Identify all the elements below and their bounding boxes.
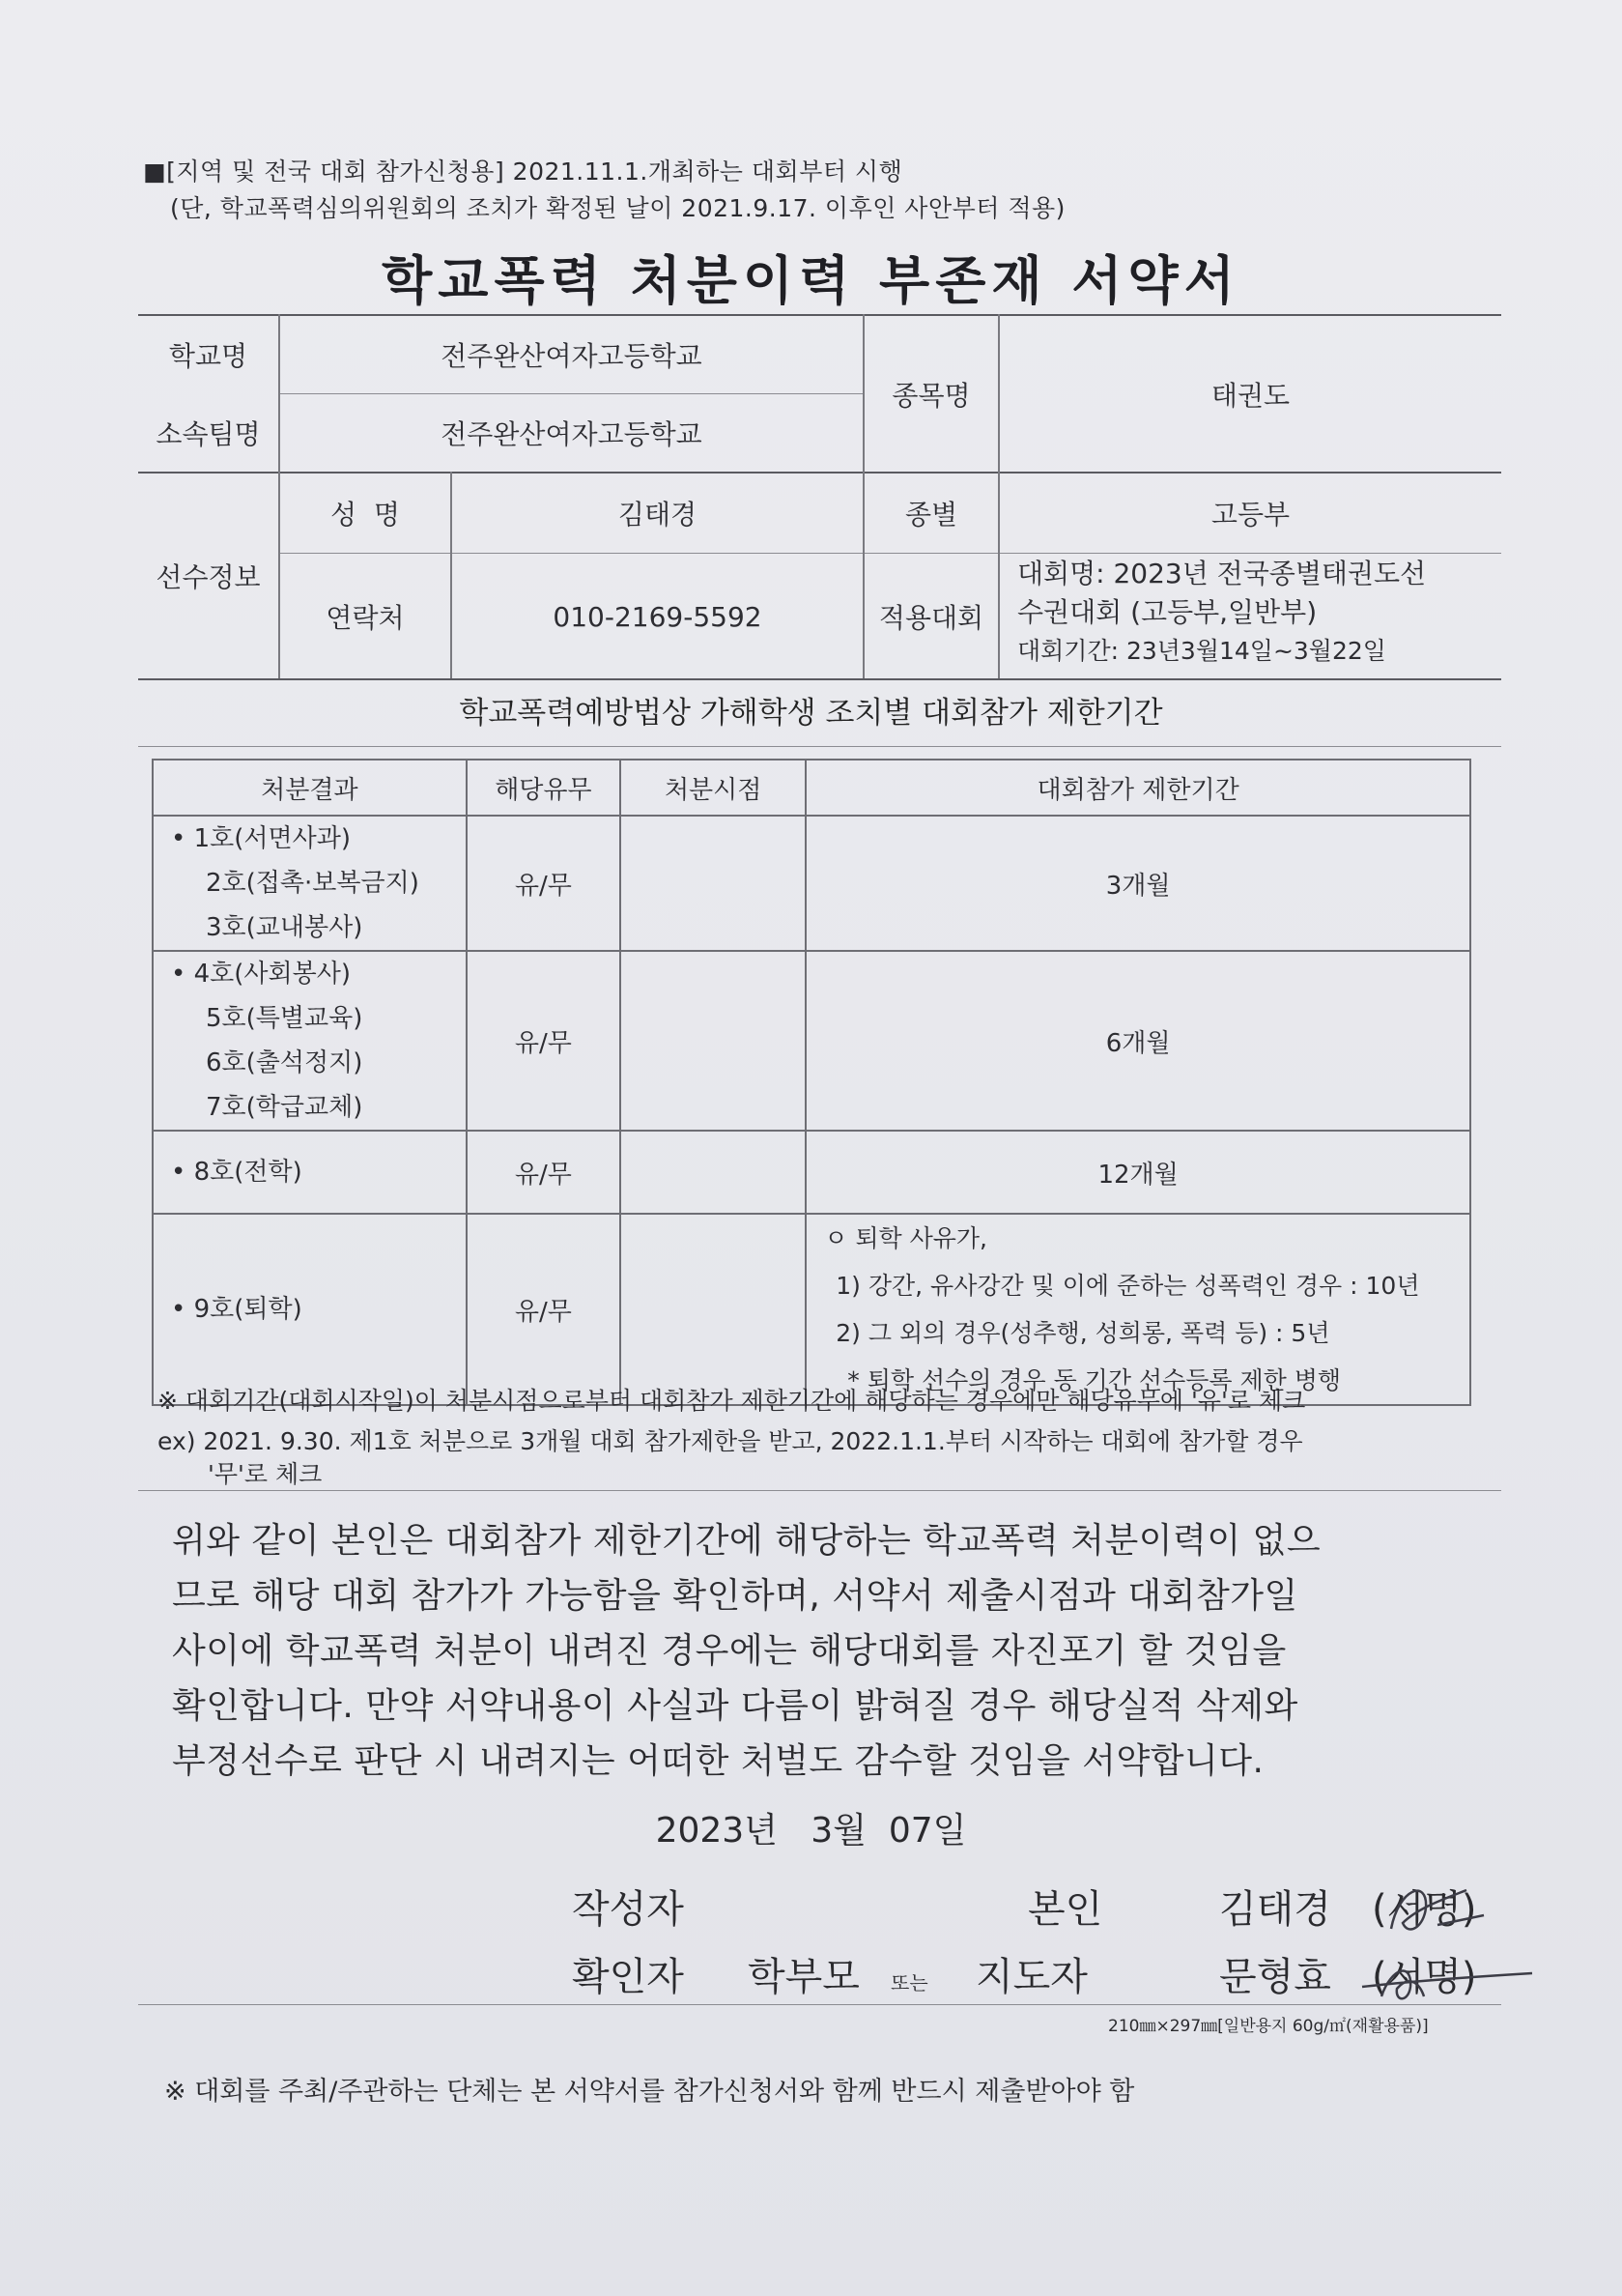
status-cell: 유/무 [467,1131,620,1214]
table-row [153,1214,1470,1405]
expulsion-reason-2: 2) 그 외의 경우(성추행, 성희롱, 폭력 등) : 5년 [836,1319,1330,1347]
restriction-title-divider [138,746,1501,747]
note-2: ex) 2021. 9.30. 제1호 처분으로 3개월 대회 참가제한을 받고, 2022.1.1.부터 시작하는 대회에 참가할 경우 [157,1427,1303,1455]
confirmer-or: 또는 [891,1971,928,1995]
division-value: 고등부 [1210,499,1291,531]
division-label: 종별 [904,499,958,531]
confirmer-role-parent: 학부모 [748,1955,860,1999]
notice-line-2: (단, 학교폭력심의위원회의 조치가 확정된 날이 2021.9.17. 이후인 사안부터 적용) [170,194,1066,222]
expulsion-reason-intro: ㅇ 퇴학 사유가, [824,1224,987,1252]
writer-role: 본인 [1028,1887,1103,1932]
confirmer-label: 확인자 [572,1955,684,1999]
period-cell: 6개월 [806,951,1470,1131]
point-cell [620,816,806,951]
writer-name: 김태경 [1219,1887,1331,1932]
info-table-bottom-border [138,678,1501,680]
writer-label: 작성자 [572,1887,684,1932]
restriction-section-title: 학교폭력예방법상 가해학생 조치별 대회참가 제한기간 [459,696,1163,731]
point-cell [620,1214,806,1405]
writer-signature-mark [1370,1869,1505,1946]
pledge-text [172,1513,1466,1789]
competition-name-line-1: 대회명: 2023년 전국종별태권도선 [1017,558,1427,589]
footer-note: ※ 대회를 주최/주관하는 단체는 본 서약서를 참가신청서와 함께 반드시 제출받아야 함 [164,2077,1135,2107]
result-item: 2호(접촉·보복금지) [206,869,419,898]
period-cell [806,1214,1470,1405]
result-item: 6호(출석정지) [206,1048,363,1077]
restriction-table [152,759,1471,1406]
info-row-divider-3 [280,553,1501,554]
status-cell: 유/무 [467,1214,620,1405]
writer-sign-label: (서명) [1372,1887,1477,1932]
header-period: 대회참가 제한기간 [806,760,1470,816]
pledge-line: 부정선수로 판단 시 내려지는 어떠한 처벌도 감수할 것임을 서약합니다. [172,1741,1265,1781]
point-cell [620,1131,806,1214]
result-item: 3호(교내봉사) [206,913,363,942]
pledge-date: 2023년 3월 07일 [655,1811,967,1851]
player-info-label: 선수정보 [156,561,261,593]
team-label: 소속팀명 [156,418,261,450]
signature-divider [138,2004,1501,2005]
pledge-line: 므로 해당 대회 참가가 가능함을 확인하며, 서약서 제출시점과 대회참가일 [172,1576,1298,1616]
restriction-header-row [153,760,1470,816]
result-item: 5호(특별교육) [206,1004,363,1033]
pledge-line: 확인합니다. 만약 서약내용이 사실과 다름이 밝혀질 경우 해당실적 삭제와 [172,1686,1298,1726]
competition-value [1017,555,1500,671]
name-value: 김태경 [617,499,697,531]
event-value: 태권도 [1210,379,1291,412]
table-row [153,816,1470,951]
period-cell: 3개월 [806,816,1470,951]
contact-label: 연락처 [326,602,405,634]
result-item: • 8호(전학) [171,1158,302,1187]
expulsion-reason-note: * 퇴학 선수의 경우 동 기간 선수등록 제한 병행 [847,1366,1342,1394]
note-3: '무'로 체크 [208,1460,323,1488]
status-cell: 유/무 [467,951,620,1131]
notes-divider [138,1490,1501,1491]
result-cell [153,951,467,1131]
result-cell [153,1131,467,1214]
point-cell [620,951,806,1131]
pledge-line: 사이에 학교폭력 처분이 내려진 경우에는 해당대회를 자진포기 할 것임을 [172,1631,1287,1671]
competition-label: 적용대회 [878,602,984,634]
school-label: 학교명 [168,340,248,372]
contact-value: 010-2169-5592 [553,600,762,633]
event-label: 종목명 [892,379,971,412]
confirmer-role-coach: 지도자 [976,1955,1088,1999]
team-value: 전주완산여자고등학교 [441,418,702,450]
note-1: ※ 대회기간(대회시작일)이 처분시점으로부터 대회참가 제한기간에 해당하는 경우에만 해당유무에 '유'로 체크 [157,1387,1306,1415]
result-cell [153,1214,467,1405]
result-item: • 9호(퇴학) [171,1295,302,1324]
header-result: 처분결과 [153,760,467,816]
header-point: 처분시점 [620,760,806,816]
document-title: 학교폭력 처분이력 부존재 서약서 [382,250,1240,311]
paper-spec: 210㎜×297㎜[일반용지 60g/㎡(재활용품)] [1108,2017,1429,2036]
name-label: 성 명 [330,499,400,531]
school-value: 전주완산여자고등학교 [441,340,702,372]
status-cell: 유/무 [467,816,620,951]
result-item: • 1호(서면사과) [171,824,352,853]
competition-period: 대회기간: 23년3월14일~3월22일 [1017,637,1386,665]
table-row [153,951,1470,1131]
confirmer-sign-label: (서명) [1372,1955,1477,1999]
competition-name-line-2: 수권대회 (고등부,일반부) [1017,596,1318,628]
pledge-line: 위와 같이 본인은 대회참가 제한기간에 해당하는 학교폭력 처분이력이 없으 [172,1521,1322,1561]
table-row [153,1131,1470,1214]
header-status: 해당유무 [467,760,620,816]
result-item: • 4호(사회봉사) [171,960,352,989]
result-item: 7호(학급교체) [206,1093,363,1122]
period-cell: 12개월 [806,1131,1470,1214]
result-cell [153,816,467,951]
expulsion-reason-1: 1) 강간, 유사강간 및 이에 준하는 성폭력인 경우 : 10년 [836,1272,1420,1300]
notice-line-1: ■[지역 및 전국 대회 참가신청용] 2021.11.1.개최하는 대회부터 시행 [143,158,903,186]
confirmer-name: 문형효 [1219,1955,1331,1999]
